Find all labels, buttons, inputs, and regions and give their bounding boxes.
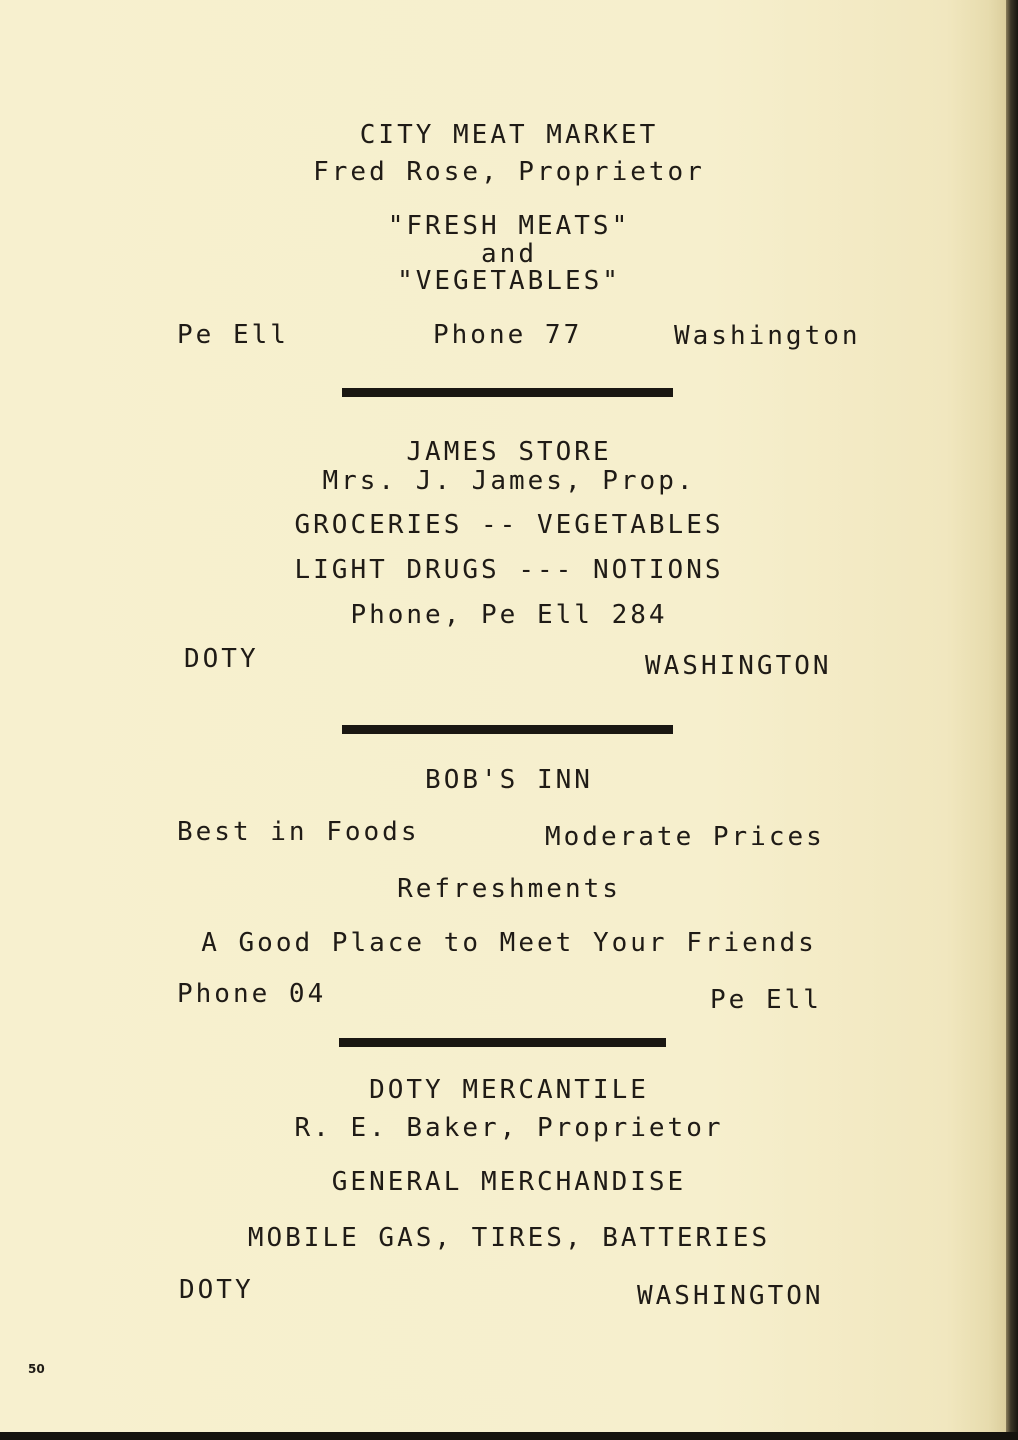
ad-line: MOBILE GAS, TIRES, BATTERIES xyxy=(247,1223,771,1253)
ad-line: "FRESH MEATS" xyxy=(387,211,631,241)
ad-line: A Good Place to Meet Your Friends xyxy=(201,928,817,958)
divider-rule xyxy=(339,1038,666,1047)
ad-phone: Phone 77 xyxy=(433,320,583,350)
ad-line: LIGHT DRUGS --- NOTIONS xyxy=(294,555,724,585)
ad-location-left: DOTY xyxy=(179,1275,254,1305)
ad-title-doty-mercantile: DOTY MERCANTILE xyxy=(369,1075,649,1105)
ad-location-right: WASHINGTON xyxy=(645,651,832,681)
ad-line: Refreshments xyxy=(397,874,621,904)
ad-proprietor: Mrs. J. James, Prop. xyxy=(322,466,696,496)
ad-title-bobs-inn: BOB'S INN xyxy=(425,765,593,795)
ad-line: "VEGETABLES" xyxy=(397,266,621,296)
ad-proprietor: R. E. Baker, Proprietor xyxy=(294,1113,724,1143)
divider-rule xyxy=(342,388,673,397)
ad-title-city-meat-market: CITY MEAT MARKET xyxy=(359,120,659,150)
ad-line: and xyxy=(481,239,537,269)
ad-line: GENERAL MERCHANDISE xyxy=(331,1167,687,1197)
divider-rule xyxy=(342,725,673,734)
bottom-edge xyxy=(0,1432,1018,1440)
ad-phone: Phone 04 xyxy=(177,979,327,1009)
ad-location-left: DOTY xyxy=(184,644,259,674)
ad-proprietor: Fred Rose, Proprietor xyxy=(313,157,705,187)
ad-location-right: Pe Ell xyxy=(710,985,822,1015)
page-number: 50 xyxy=(28,1362,45,1376)
ad-title-james-store: JAMES STORE xyxy=(406,437,612,467)
ad-location-right: WASHINGTON xyxy=(637,1281,824,1311)
ad-line: GROCERIES -- VEGETABLES xyxy=(294,510,724,540)
ad-line-left: Best in Foods xyxy=(177,817,420,847)
ad-line: Phone, Pe Ell 284 xyxy=(350,600,668,630)
ad-location-right: Washington xyxy=(674,321,861,351)
ad-line-right: Moderate Prices xyxy=(545,822,825,852)
ad-location-left: Pe Ell xyxy=(177,320,289,350)
